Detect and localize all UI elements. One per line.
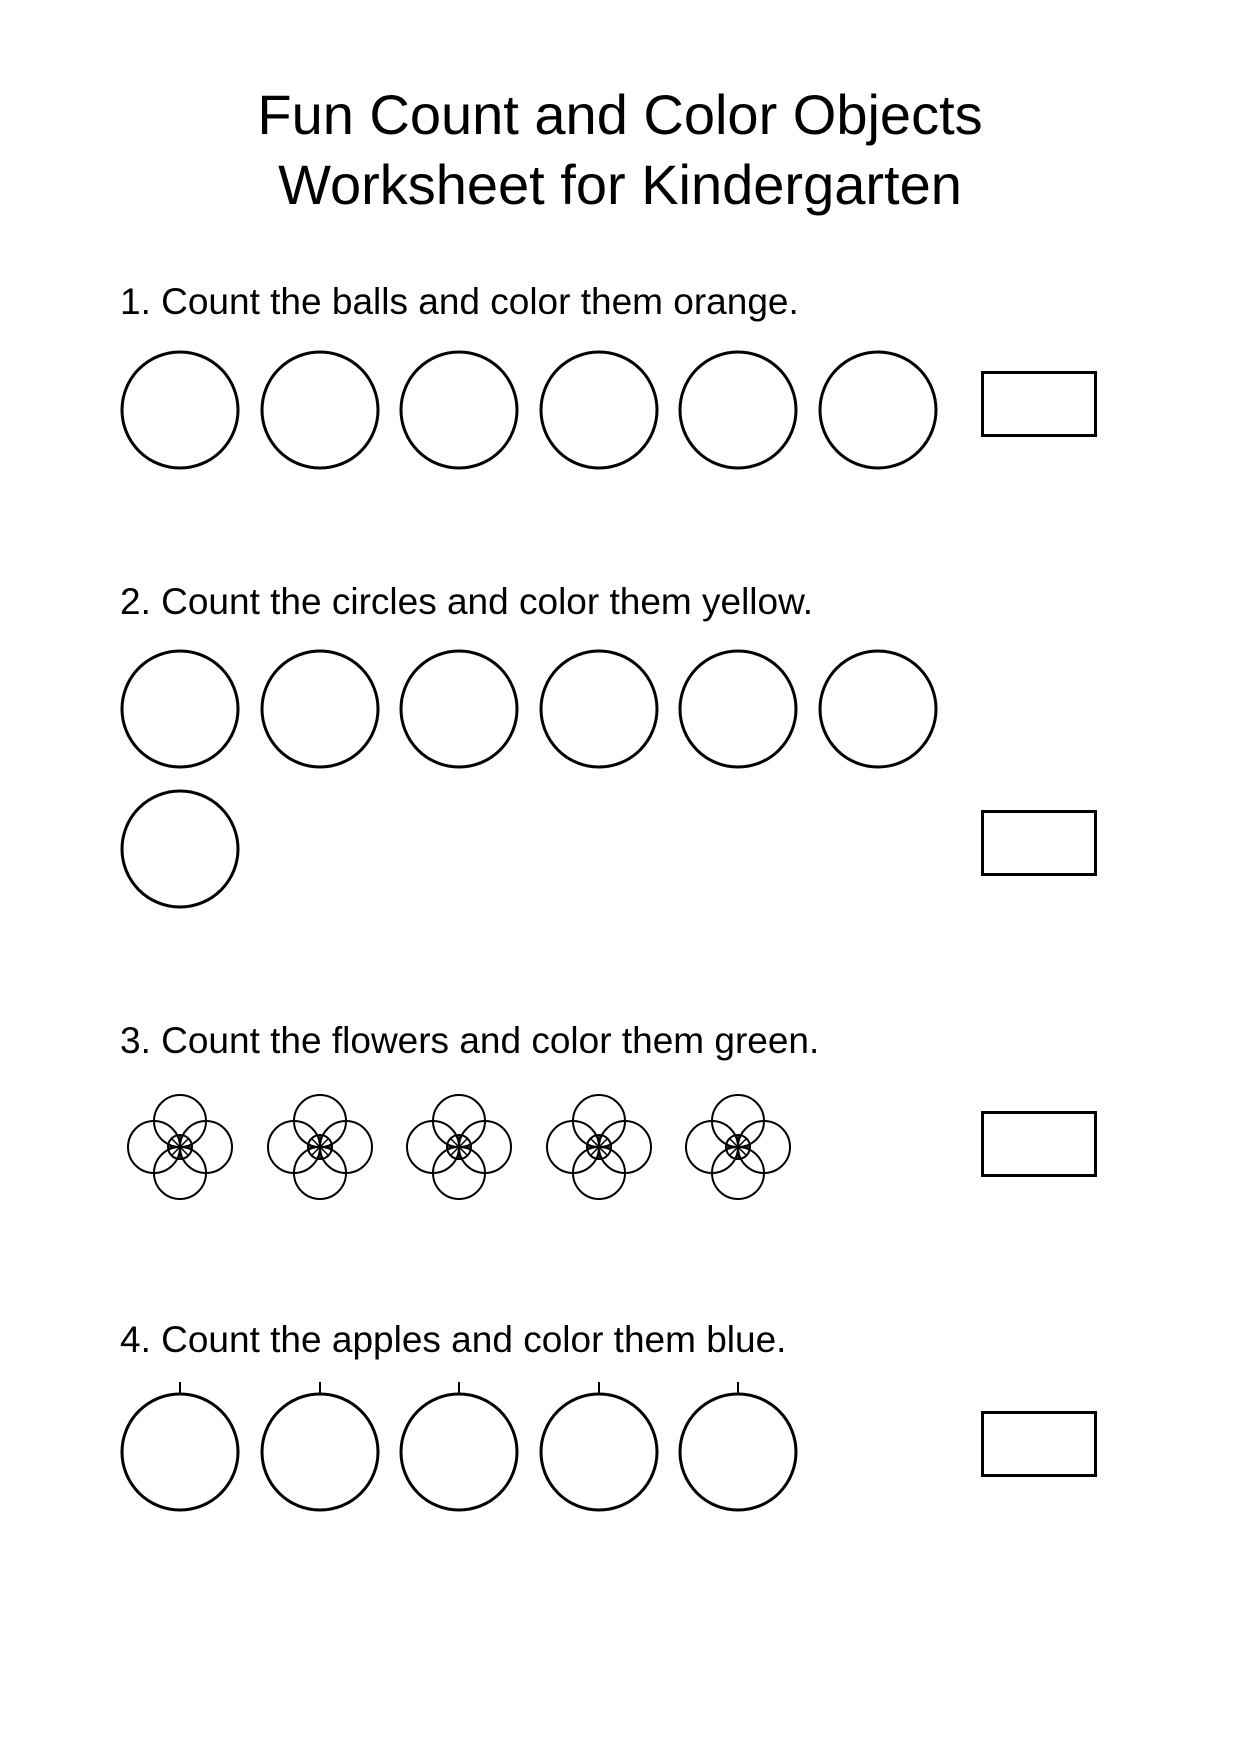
circle-outline	[262, 651, 378, 767]
answer-box-1[interactable]	[981, 371, 1097, 437]
circle-outline	[401, 651, 517, 767]
ball-outline	[122, 352, 238, 468]
apple-outline	[541, 1394, 657, 1510]
answer-box-2[interactable]	[981, 810, 1097, 876]
apple-icon	[401, 1382, 517, 1510]
ball-outline	[262, 352, 378, 468]
answer-box-3[interactable]	[981, 1111, 1097, 1177]
apple-icon	[680, 1382, 796, 1510]
apple-outline	[262, 1394, 378, 1510]
ball-icon	[680, 352, 796, 468]
worksheet-title-line-2: Worksheet for Kindergarten	[278, 153, 962, 216]
flower-icon	[686, 1095, 790, 1199]
circle-icon	[262, 651, 378, 767]
worksheet-title-line-1: Fun Count and Color Objects	[257, 83, 983, 146]
circle-outline	[122, 791, 238, 907]
flower-icon	[407, 1095, 511, 1199]
circle-icon	[122, 651, 238, 767]
question-4-text: 4. Count the apples and color them blue.	[120, 1319, 787, 1360]
circle-icon	[820, 651, 936, 767]
ball-outline	[680, 352, 796, 468]
apple-outline	[401, 1394, 517, 1510]
question-3-text: 3. Count the flowers and color them green.	[120, 1020, 820, 1061]
flower-icon	[547, 1095, 651, 1199]
flower-icon	[128, 1095, 232, 1199]
ball-icon	[820, 352, 936, 468]
flower-icon	[268, 1095, 372, 1199]
apple-icon	[262, 1382, 378, 1510]
ball-icon	[401, 352, 517, 468]
apple-outline	[680, 1394, 796, 1510]
ball-icon	[122, 352, 238, 468]
circle-icon	[541, 651, 657, 767]
circle-icon	[401, 651, 517, 767]
ball-icon	[541, 352, 657, 468]
answer-box-4[interactable]	[981, 1411, 1097, 1477]
circle-outline	[541, 651, 657, 767]
ball-outline	[541, 352, 657, 468]
ball-icon	[262, 352, 378, 468]
question-2-text: 2. Count the circles and color them yellow.	[120, 581, 814, 622]
ball-outline	[820, 352, 936, 468]
apple-icon	[122, 1382, 238, 1510]
circle-outline	[680, 651, 796, 767]
question-1-text: 1. Count the balls and color them orange.	[120, 281, 799, 322]
ball-outline	[401, 352, 517, 468]
circle-outline	[820, 651, 936, 767]
circle-icon	[122, 791, 238, 907]
apple-icon	[541, 1382, 657, 1510]
circle-icon	[680, 651, 796, 767]
apple-outline	[122, 1394, 238, 1510]
circle-outline	[122, 651, 238, 767]
